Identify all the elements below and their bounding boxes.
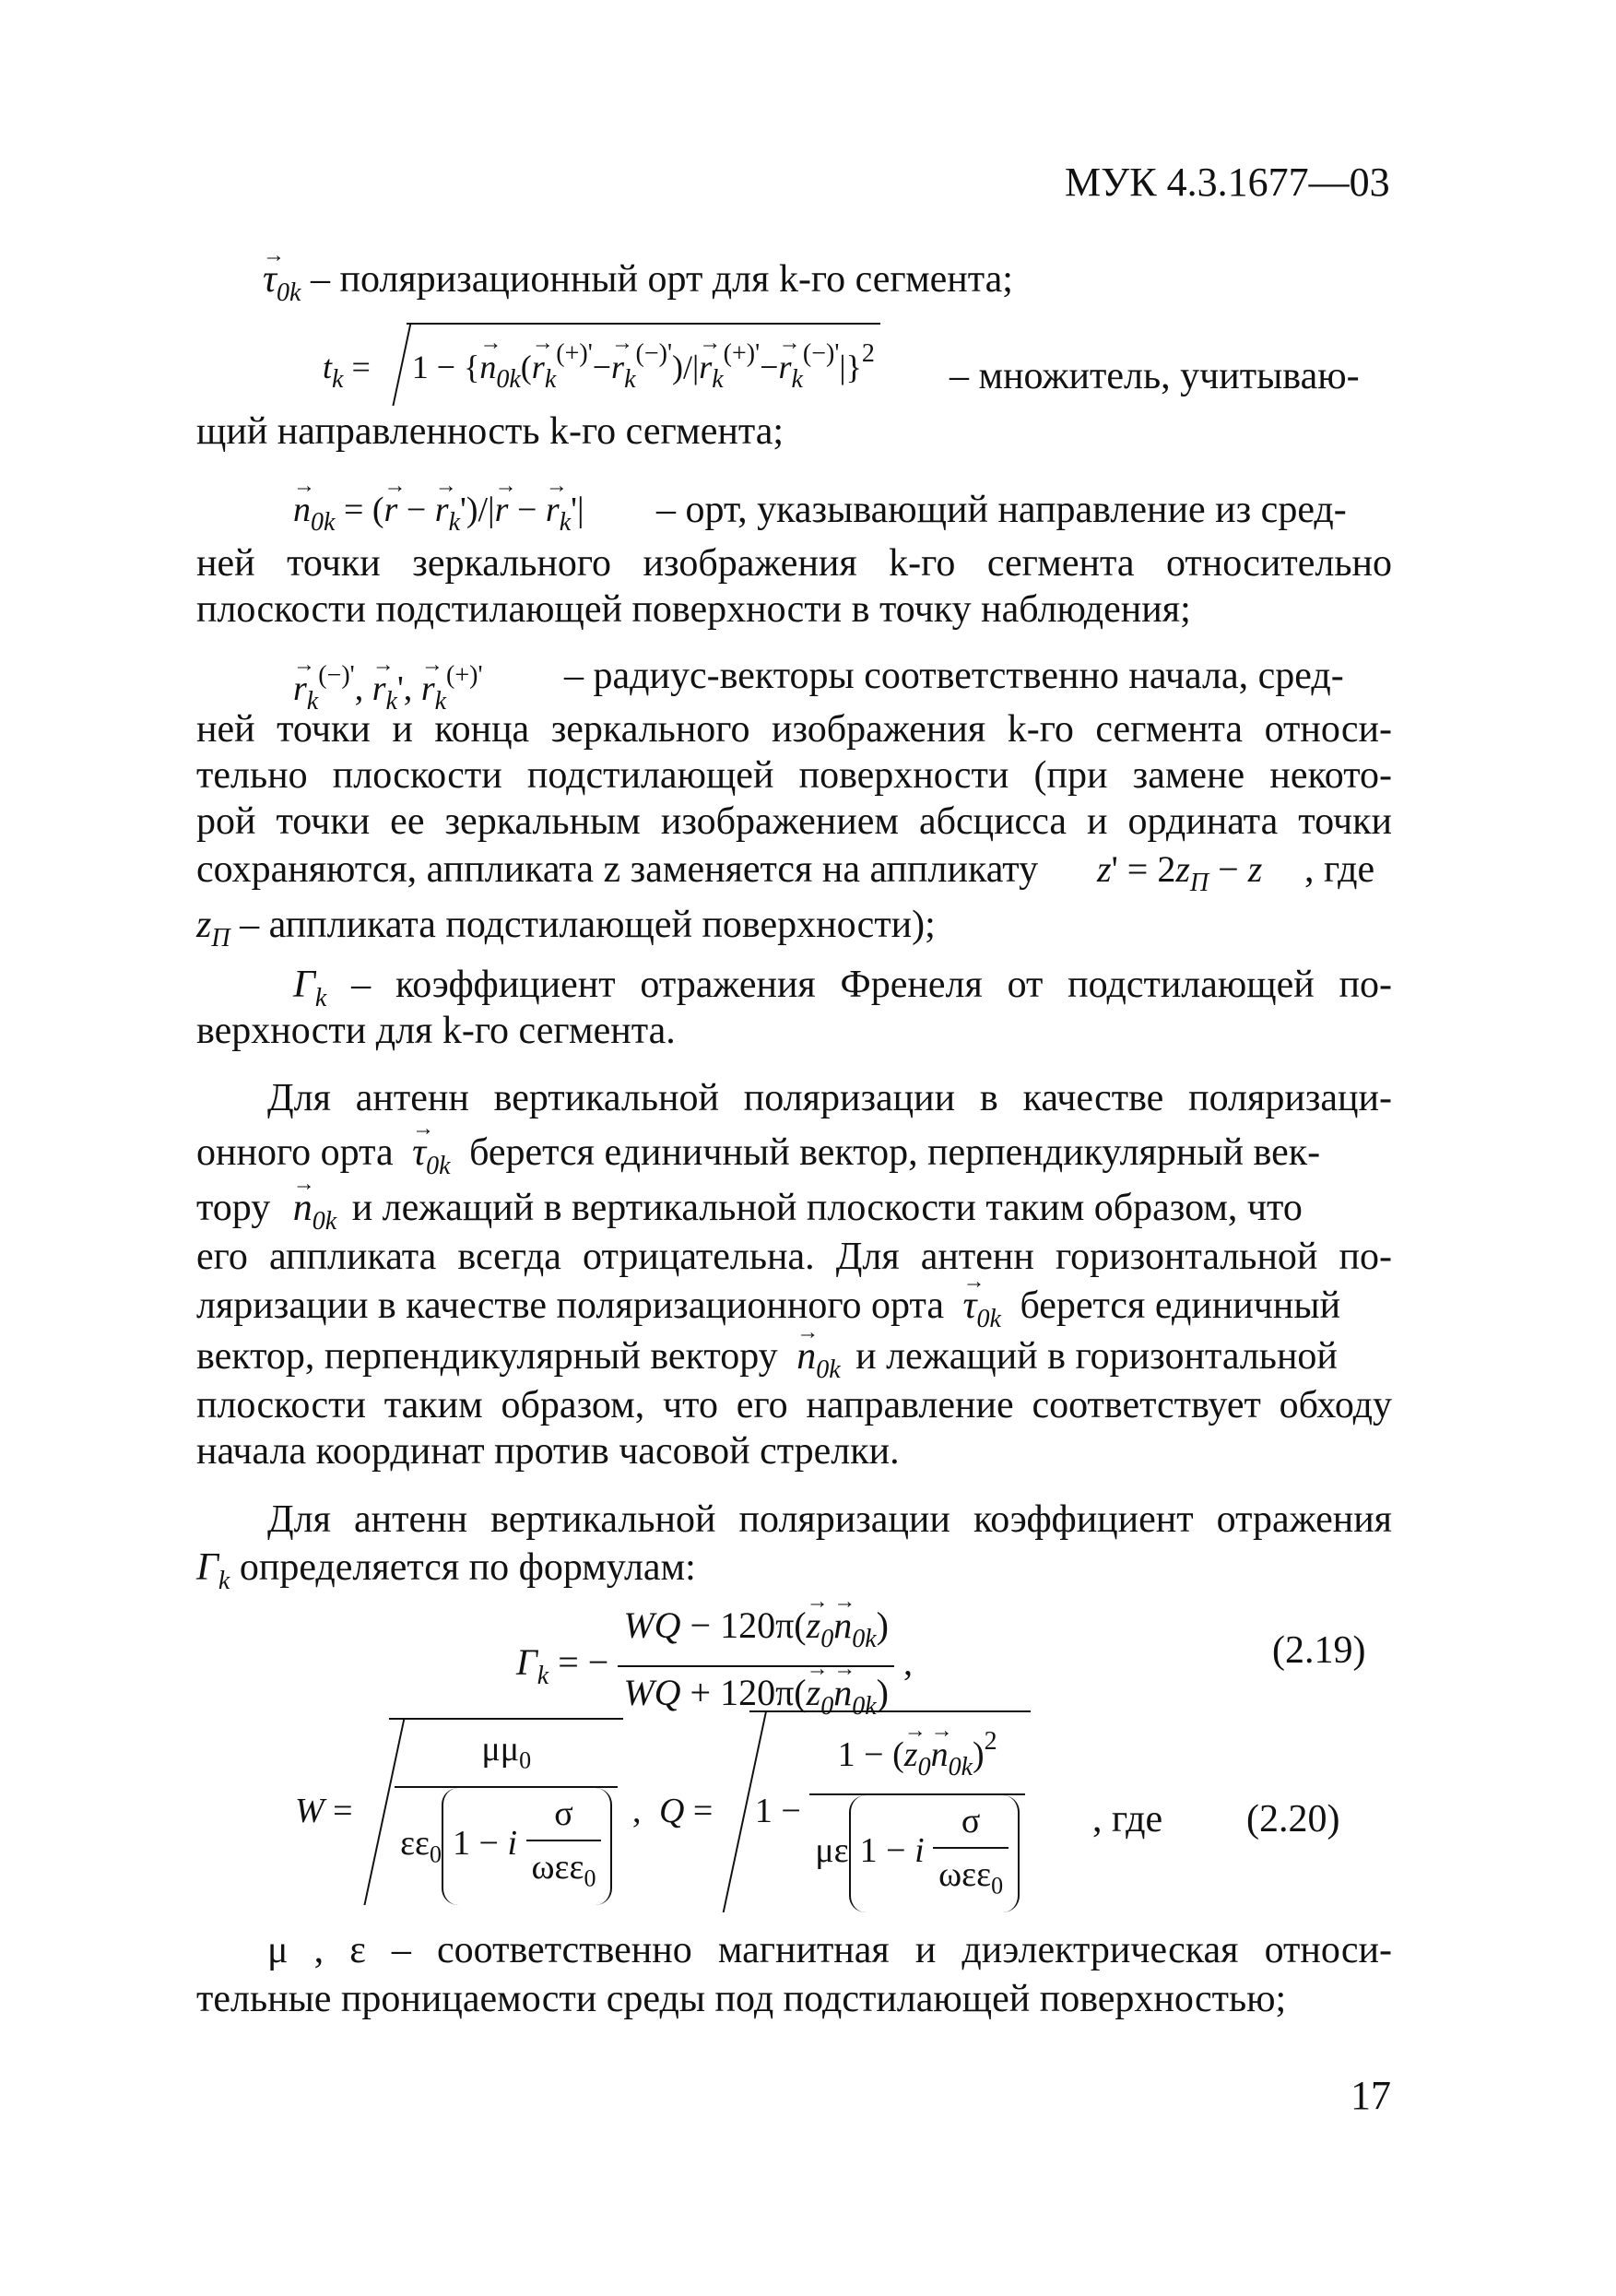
- rk-where: , где: [1304, 848, 1375, 891]
- paragraph-line: Для антенн вертикальной поляризации в качестве поляризаци-: [267, 1077, 1392, 1119]
- paragraph-line: $\Gamma_k$ определяется по формулам:: [196, 1546, 696, 1595]
- equation-2-19: $\Gamma_k$ = − $\frac{WQ - 120\pi(\to z_0\to n_{0k})}{WQ + 120\pi(\to z_0\to n_{0k})}$ ,: [516, 1600, 913, 1733]
- rk-z-text: сохраняются, аппликата z заменяется на аппликату: [196, 848, 1039, 891]
- rk-definition-tail: – радиус-векторы соответственно начала, сред-: [564, 655, 1344, 697]
- n0k-definition-line: ней точки зеркального изображения k-го сегмента относительно: [196, 542, 1392, 585]
- zp-definition-text: – аппликата подстилающей поверхности);: [240, 904, 936, 946]
- tk-definition-tail: – множитель, учитываю-: [950, 355, 1360, 397]
- page-number: 17: [1351, 2073, 1391, 2118]
- n0k-formula: → $n_{0k}$ = (→ r − → $r_k')/|\to r$ − → $r_k'|$: [293, 484, 584, 549]
- equation-number: (2.19): [1272, 1629, 1366, 1672]
- paragraph-line: μ , ε – соответственно магнитная и диэлектрическая относи-: [267, 1929, 1392, 1971]
- paragraph-line: тельные проницаемости среды под подстилающей поверхностью;: [196, 1978, 1287, 2020]
- tau-symbol: → τ: [263, 254, 277, 305]
- n0k-definition-line: плоскости подстилающей поверхности в точку наблюдения;: [196, 588, 1191, 631]
- rk-definition-line: ней точки и конца зеркального изображения k-го сегмента относи-: [196, 708, 1392, 751]
- paragraph-line: плоскости таким образом, что его направление соответствует обходу: [196, 1384, 1392, 1426]
- rk-symbols: → $r_k^{(-)'}$, → $r_k'$, → $r_k^{(+)'}$: [293, 650, 483, 728]
- equation-where: , где: [1092, 1798, 1163, 1840]
- rk-definition-line: рой точки ее зеркальным изображением абсцисса и ордината точки: [196, 800, 1392, 843]
- paragraph-line: вектор, перпендикулярный вектору → $n_{0k}$ и лежащий в горизонтальной: [196, 1331, 1392, 1396]
- tk-formula: $t_k = 1$ − {→ $n_{0k}(\to r_k^{(+)'}-\to r_k^{(-)'})/|\to r_k^{(+)'}-\to r_k^{(-)'}|\}^2$: [323, 323, 880, 406]
- document-code: МУК 4.3.1677—03: [1065, 160, 1390, 205]
- tau-definition: → $\tau_{0k}$ – поляризационный орт для k-го сегмента;: [263, 254, 1013, 319]
- tk-definition-line2: щий направленность k-го сегмента;: [196, 410, 784, 453]
- zp-definition: $z_П$ – аппликата подстилающей поверхности);: [196, 904, 936, 953]
- gamma-definition-line: верхности для k-го сегмента.: [196, 1010, 676, 1052]
- gamma-definition-text: – коэффициент отражения Френеля от подстилающей по-: [351, 964, 1393, 1006]
- tau-definition-text: – поляризационный орт для k-го сегмента;: [310, 258, 1013, 301]
- rk-definition-line-z: [196, 844, 1038, 895]
- equation-2-20: W = $\mu\mu_0$ $\varepsilon\varepsilon_0$ 1 − i $\frac{\sigma}{\omega\varepsilon\varepsilon_0}$ , Q = 1 − 1 − (→ $z_0\to n_{0k})^2$ με 1 − i $\frac{\sigma}{\omega\varepsilon\varepsilon_0}$: [295, 1710, 1031, 1912]
- n0k-definition-tail: – орт, указывающий направление из сред-: [656, 489, 1347, 531]
- paragraph-line: Для антенн вертикальной поляризации коэффициент отражения: [267, 1498, 1392, 1541]
- rk-definition-line: тельно плоскости подстилающей поверхности (при замене некото-: [196, 754, 1392, 797]
- paragraph-line: его аппликата всегда отрицательна. Для антенн горизонтальной по-: [196, 1236, 1392, 1278]
- gamma-definition-line: $\Gamma_k$ – коэффициент отражения Френеля от подстилающей по-: [293, 964, 1393, 1012]
- paragraph-line: ляризации в качестве поляризационного орта → $\tau_{0k}$ берется единичный: [196, 1280, 1392, 1345]
- paragraph-line: тору → $n_{0k}$ и лежащий в вертикальной плоскости таким образом, что: [196, 1182, 1392, 1248]
- paragraph-line: начала координат против часовой стрелки.: [196, 1430, 900, 1473]
- equation-number: (2.20): [1246, 1798, 1340, 1840]
- paragraph-line: онного орта → $\tau_{0k}$ берется единичный вектор, перпендикулярный век-: [196, 1127, 1392, 1192]
- z-prime-formula: $z' = 2z_П - z$: [1097, 848, 1263, 897]
